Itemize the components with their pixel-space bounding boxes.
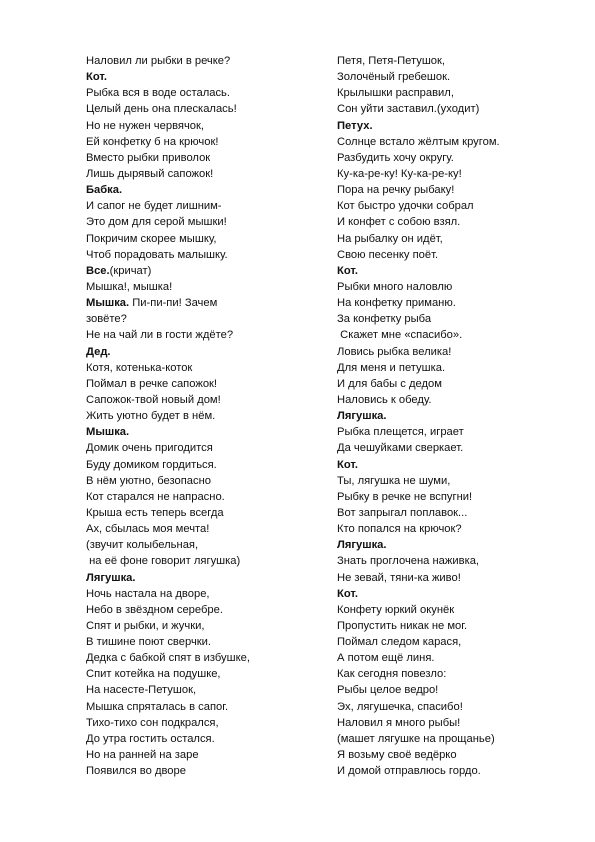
text-line <box>86 618 326 634</box>
text-line <box>337 715 577 731</box>
text-line <box>86 457 326 473</box>
text-line <box>86 602 326 618</box>
line-text: Рыбка плещется, играет <box>337 426 464 439</box>
speaker-name: Дед. <box>86 345 111 358</box>
line-text: Скажет мне «спасибо». <box>337 329 463 342</box>
line-text: Наловил я много рыбы! <box>337 716 461 729</box>
line-text: Рыбки много наловлю <box>337 280 453 293</box>
text-line <box>337 279 577 295</box>
text-line <box>337 360 577 376</box>
line-text: Рыбка вся в воде осталась. <box>86 87 230 100</box>
line-text: Не на чай ли в гости ждёте? <box>86 329 234 342</box>
line-text: Рыбы целое ведро! <box>337 684 439 697</box>
line-text: Ах, сбылась моя мечта! <box>86 523 210 536</box>
line-text: Знать проглочена наживка, <box>337 555 480 568</box>
line-text: Рыбку в речке не вспугни! <box>337 490 473 503</box>
speaker-name: Лягушка. <box>337 410 387 423</box>
text-line <box>337 85 577 101</box>
line-text: Это дом для серой мышки! <box>86 216 227 229</box>
line-text: Покричим скорее мышку, <box>86 232 217 245</box>
speaker-name: Кот. <box>337 587 358 600</box>
text-line <box>86 586 326 602</box>
line-text: Мышка спряталась в сапог. <box>86 700 229 713</box>
line-text: Но на ранней на заре <box>86 749 199 762</box>
line-text: Да чешуйками сверкает. <box>337 442 464 455</box>
line-text: В нём уютно, безопасно <box>86 474 212 487</box>
line-text: Спит котейка на подушке, <box>86 668 221 681</box>
line-text: Эх, лягушечка, спасибо! <box>337 700 463 713</box>
line-text: на её фоне говорит лягушка) <box>86 555 241 568</box>
line-text: Домик очень пригодится <box>86 442 213 455</box>
line-text: Конфету юркий окунёк <box>337 603 455 616</box>
line-text: На конфетку приманю. <box>337 297 456 310</box>
line-text: Сапожок-твой новый дом! <box>86 393 221 406</box>
text-line <box>337 473 577 489</box>
text-line <box>337 69 577 85</box>
text-line <box>86 198 326 214</box>
line-text: Сон уйти заставил.(уходит) <box>337 103 480 116</box>
line-text: На насесте-Петушок, <box>86 684 197 697</box>
text-line <box>337 182 577 198</box>
line-text: Появился во дворе <box>86 765 186 778</box>
text-line <box>86 570 326 586</box>
text-line <box>337 634 577 650</box>
text-line <box>86 473 326 489</box>
speaker-name: Петух. <box>337 119 373 132</box>
text-line <box>337 586 577 602</box>
left-column <box>86 53 326 779</box>
text-line <box>86 650 326 666</box>
speaker-name: Кот. <box>86 71 107 84</box>
text-line <box>86 263 326 279</box>
line-text: Лишь дырявый сапожок! <box>86 167 214 180</box>
line-text: И конфет с собою взял. <box>337 216 461 229</box>
text-line <box>86 214 326 230</box>
text-line <box>337 214 577 230</box>
text-line <box>86 666 326 682</box>
line-text: Мышка!, мышка! <box>86 280 173 293</box>
text-line <box>86 699 326 715</box>
line-text: Кот старался не напрасно. <box>86 490 225 503</box>
line-text: Наловись к обеду. <box>337 393 432 406</box>
line-text: Наловил ли рыбки в речке? <box>86 55 231 67</box>
speaker-name: Кот. <box>337 458 358 471</box>
line-text: Кот быстро удочки собрал <box>337 200 474 213</box>
speaker-name: Мышка. <box>86 297 130 310</box>
line-text: Дедка с бабкой спят в избушке, <box>86 652 250 665</box>
text-line <box>337 650 577 666</box>
line-text: Целый день она плескалась! <box>86 103 237 116</box>
text-line <box>86 682 326 698</box>
text-line <box>337 231 577 247</box>
text-line <box>337 263 577 279</box>
line-text: зовёте? <box>86 313 127 326</box>
line-text: (кричат) <box>109 264 152 277</box>
text-line <box>337 101 577 117</box>
line-text: Вместо рыбки приволок <box>86 151 211 164</box>
line-text: Я возьму своё ведёрко <box>337 749 457 762</box>
text-line <box>86 134 326 150</box>
text-line <box>86 505 326 521</box>
text-line <box>337 505 577 521</box>
text-line <box>337 247 577 263</box>
line-text: Крылышки расправил, <box>337 87 454 100</box>
line-text: Ты, лягушка не шуми, <box>337 474 451 487</box>
line-text: Вот запрыгал поплавок... <box>337 506 468 519</box>
text-line <box>337 53 577 69</box>
line-text: За конфетку рыба <box>337 313 432 326</box>
line-text: Котя, котенька-коток <box>86 361 193 374</box>
speaker-name: Кот. <box>337 264 358 277</box>
speaker-name: Бабка. <box>86 184 123 197</box>
text-line <box>86 101 326 117</box>
text-line <box>86 731 326 747</box>
line-text: Пи-пи-пи! Зачем <box>129 297 218 310</box>
text-line <box>337 457 577 473</box>
text-line <box>337 150 577 166</box>
line-text: Для меня и петушка. <box>337 361 446 374</box>
speaker-name: Лягушка. <box>86 571 136 584</box>
text-line <box>337 570 577 586</box>
text-line <box>86 327 326 343</box>
text-line <box>86 150 326 166</box>
text-line <box>337 408 577 424</box>
text-line <box>86 311 326 327</box>
line-text: Свою песенку поёт. <box>337 248 439 261</box>
text-line <box>337 747 577 763</box>
text-line <box>86 747 326 763</box>
text-line <box>337 489 577 505</box>
line-text: Ночь настала на дворе, <box>86 587 210 600</box>
text-line <box>86 166 326 182</box>
line-text: Солнце встало жёлтым кругом. <box>337 135 500 148</box>
text-line <box>337 376 577 392</box>
text-line <box>86 247 326 263</box>
line-text: На рыбалку он идёт, <box>337 232 443 245</box>
line-text: Петя, Петя-Петушок, <box>337 55 446 67</box>
line-text: Жить уютно будет в нём. <box>86 410 216 423</box>
text-line <box>337 344 577 360</box>
text-line <box>337 537 577 553</box>
right-column <box>337 53 577 779</box>
line-text: Чтоб порадовать малышку. <box>86 248 228 261</box>
text-line <box>337 602 577 618</box>
text-line <box>86 279 326 295</box>
text-line <box>86 440 326 456</box>
text-line <box>86 424 326 440</box>
line-text: Золочёный гребешок. <box>337 71 451 84</box>
line-text: Но не нужен червячок, <box>86 119 205 132</box>
line-text: Пора на речку рыбаку! <box>337 184 455 197</box>
line-text: До утра гостить остался. <box>86 732 215 745</box>
line-text: А потом ещё линя. <box>337 652 435 665</box>
text-line <box>86 489 326 505</box>
text-line <box>337 295 577 311</box>
line-text: Небо в звёздном серебре. <box>86 603 223 616</box>
line-text: И для бабы с дедом <box>337 377 442 390</box>
text-line <box>337 166 577 182</box>
line-text: (машет лягушке на прощанье) <box>337 732 495 745</box>
text-line <box>337 699 577 715</box>
text-line <box>86 231 326 247</box>
line-text: Тихо-тихо сон подкрался, <box>86 716 219 729</box>
text-line <box>86 537 326 553</box>
text-line <box>86 69 326 85</box>
text-line <box>337 327 577 343</box>
text-line <box>337 682 577 698</box>
text-line <box>86 182 326 198</box>
line-text: Спят и рыбки, и жучки, <box>86 619 205 632</box>
text-line <box>86 521 326 537</box>
text-line <box>337 134 577 150</box>
text-line <box>86 408 326 424</box>
text-line <box>337 392 577 408</box>
text-line <box>337 311 577 327</box>
line-text: В тишине поют сверчки. <box>86 636 212 649</box>
line-text: Разбудить хочу округу. <box>337 151 454 164</box>
line-text: Ей конфетку б на крючок! <box>86 135 219 148</box>
text-line <box>86 360 326 376</box>
speaker-name: Все. <box>86 264 110 277</box>
text-line <box>86 553 326 569</box>
text-line <box>86 344 326 360</box>
line-text: Крыша есть теперь всегда <box>86 506 224 519</box>
text-line <box>86 392 326 408</box>
text-line <box>86 53 326 69</box>
text-line <box>86 85 326 101</box>
text-line <box>337 198 577 214</box>
line-text: Поймал следом карася, <box>337 636 462 649</box>
speaker-name: Лягушка. <box>337 539 387 552</box>
text-line <box>337 731 577 747</box>
text-line <box>86 763 326 779</box>
line-text: Пропустить никак не мог. <box>337 619 468 632</box>
line-text: И сапог не будет лишним- <box>86 200 222 213</box>
line-text: Как сегодня повезло: <box>337 668 447 681</box>
line-text: Ловись рыбка велика! <box>337 345 452 358</box>
text-line <box>86 715 326 731</box>
line-text: Ку-ка-ре-ку! Ку-ка-ре-ку! <box>337 167 462 180</box>
line-text: Буду домиком гордиться. <box>86 458 217 471</box>
line-text: (звучит колыбельная, <box>86 539 199 552</box>
speaker-name: Мышка. <box>86 426 130 439</box>
text-line <box>86 634 326 650</box>
text-line <box>86 376 326 392</box>
text-line <box>86 295 326 311</box>
line-text: Кто попался на крючок? <box>337 523 462 536</box>
text-line <box>337 118 577 134</box>
line-text: Поймал в речке сапожок! <box>86 377 218 390</box>
text-line <box>86 118 326 134</box>
text-line <box>337 553 577 569</box>
text-line <box>337 763 577 779</box>
text-line <box>337 666 577 682</box>
text-line <box>337 440 577 456</box>
text-line <box>337 618 577 634</box>
line-text: И домой отправлюсь гордо. <box>337 765 481 778</box>
text-line <box>337 424 577 440</box>
text-line <box>337 521 577 537</box>
line-text: Не зевай, тяни-ка живо! <box>337 571 461 584</box>
